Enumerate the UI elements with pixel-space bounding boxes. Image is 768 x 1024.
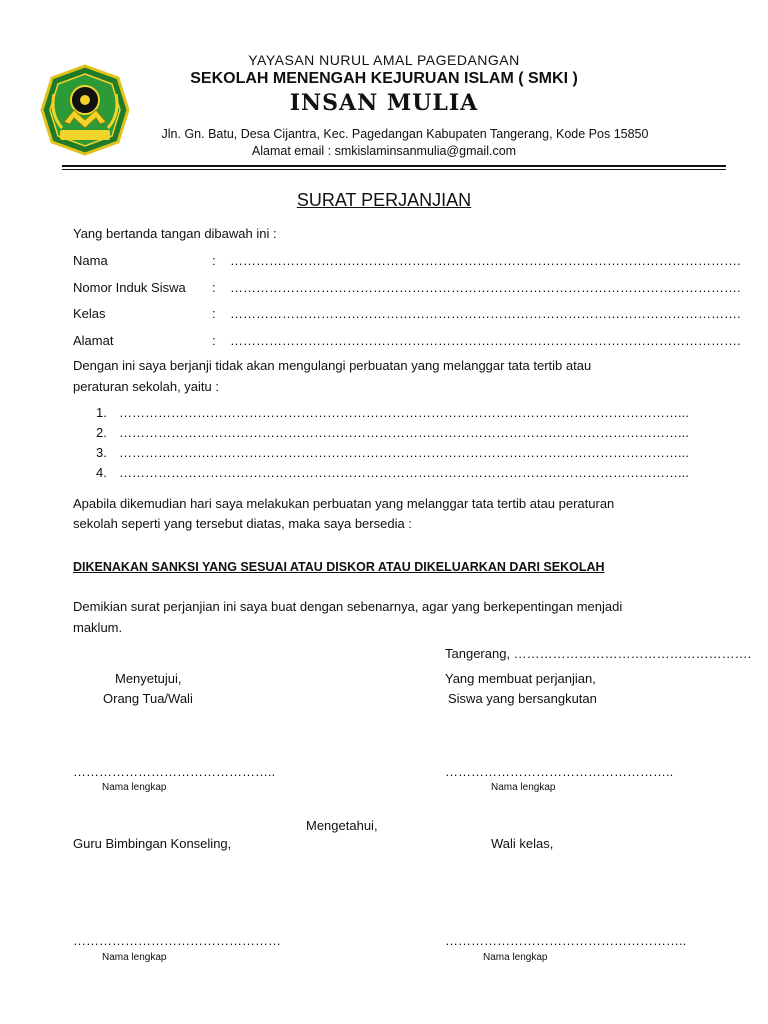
list-blank-4[interactable]: …………………………………………………………………………………………………………………... bbox=[119, 465, 689, 480]
counselor-name-caption: Nama lengkap bbox=[102, 952, 167, 963]
parent-signature-line[interactable]: ……………………………………….. bbox=[73, 764, 276, 779]
counselor-signature-line[interactable]: ………………………………………… bbox=[73, 933, 281, 948]
consequence-text-line1: Apabila dikemudian hari saya melakukan perbuatan yang melanggar tata tertib atau peraturan bbox=[73, 496, 615, 511]
closing-text-line2: maklum. bbox=[73, 620, 123, 635]
sanction-statement: DIKENAKAN SANKSI YANG SESUAI ATAU DISKOR ATAU DIKELUARKAN DARI SEKOLAH bbox=[73, 560, 605, 574]
parent-approval-label: Menyetujui, bbox=[115, 671, 182, 686]
list-blank-3[interactable]: …………………………………………………………………………………………………………………... bbox=[119, 445, 689, 460]
list-blank-1[interactable]: …………………………………………………………………………………………………………………... bbox=[119, 405, 689, 420]
list-blank-2[interactable]: …………………………………………………………………………………………………………………... bbox=[119, 425, 689, 440]
foundation-name: YAYASAN NURUL AMAL PAGEDANGAN bbox=[248, 52, 520, 68]
parent-name-caption: Nama lengkap bbox=[102, 782, 167, 793]
place-date[interactable]: Tangerang, ………………………………………………. bbox=[445, 646, 752, 661]
field-blank-nis[interactable]: ………………………………………………………………………………………………………. bbox=[230, 280, 741, 295]
homeroom-name-caption: Nama lengkap bbox=[483, 952, 548, 963]
document-title: SURAT PERJANJIAN bbox=[296, 190, 472, 210]
field-colon: : bbox=[212, 306, 216, 321]
parent-role-label: Orang Tua/Wali bbox=[103, 691, 193, 706]
field-colon: : bbox=[212, 333, 216, 348]
header-rule-thick bbox=[62, 165, 726, 167]
field-blank-kelas[interactable]: ………………………………………………………………………………………………………. bbox=[230, 306, 741, 321]
field-blank-nama[interactable]: ………………………………………………………………………………………………………. bbox=[230, 253, 741, 268]
intro-text: Yang bertanda tangan dibawah ini : bbox=[73, 226, 277, 241]
list-number: 3. bbox=[96, 445, 107, 460]
list-number: 1. bbox=[96, 405, 107, 420]
list-number: 4. bbox=[96, 465, 107, 480]
field-label-nama: Nama bbox=[73, 253, 108, 268]
promise-text-line2: peraturan sekolah, yaitu : bbox=[73, 379, 219, 394]
header-rule-thin bbox=[62, 169, 726, 170]
field-colon: : bbox=[212, 280, 216, 295]
acknowledge-label: Mengetahui, bbox=[306, 818, 378, 833]
list-number: 2. bbox=[96, 425, 107, 440]
promise-text-line1: Dengan ini saya berjanji tidak akan mengulangi perbuatan yang melanggar tata tertib atau bbox=[73, 358, 592, 373]
counselor-label: Guru Bimbingan Konseling, bbox=[73, 836, 232, 851]
school-address: Jln. Gn. Batu, Desa Cijantra, Kec. Pagedangan Kabupaten Tangerang, Kode Pos 15850 bbox=[161, 127, 649, 141]
homeroom-signature-line[interactable]: ……………………………………………….. bbox=[445, 933, 687, 948]
student-role-label: Siswa yang bersangkutan bbox=[448, 691, 597, 706]
field-colon: : bbox=[212, 253, 216, 268]
consequence-text-line2: sekolah seperti yang tersebut diatas, maka saya bersedia : bbox=[73, 516, 412, 531]
field-label-alamat: Alamat bbox=[73, 333, 114, 348]
school-email: Alamat email : smkislaminsanmulia@gmail.com bbox=[251, 144, 517, 158]
field-blank-alamat[interactable]: ………………………………………………………………………………………………………. bbox=[230, 333, 741, 348]
homeroom-label: Wali kelas, bbox=[491, 836, 554, 851]
student-signature-line[interactable]: …………………………………………….. bbox=[445, 764, 674, 779]
field-label-nis: Nomor Induk Siswa bbox=[73, 280, 186, 295]
school-type: SEKOLAH MENENGAH KEJURUAN ISLAM ( SMKI ) bbox=[190, 70, 578, 87]
student-name-caption: Nama lengkap bbox=[491, 782, 556, 793]
student-maker-label: Yang membuat perjanjian, bbox=[445, 671, 596, 686]
school-name: INSAN MULIA bbox=[289, 90, 479, 116]
closing-text-line1: Demikian surat perjanjian ini saya buat dengan sebenarnya, agar yang berkepentingan menjadi bbox=[73, 599, 623, 614]
field-label-kelas: Kelas bbox=[73, 306, 106, 321]
